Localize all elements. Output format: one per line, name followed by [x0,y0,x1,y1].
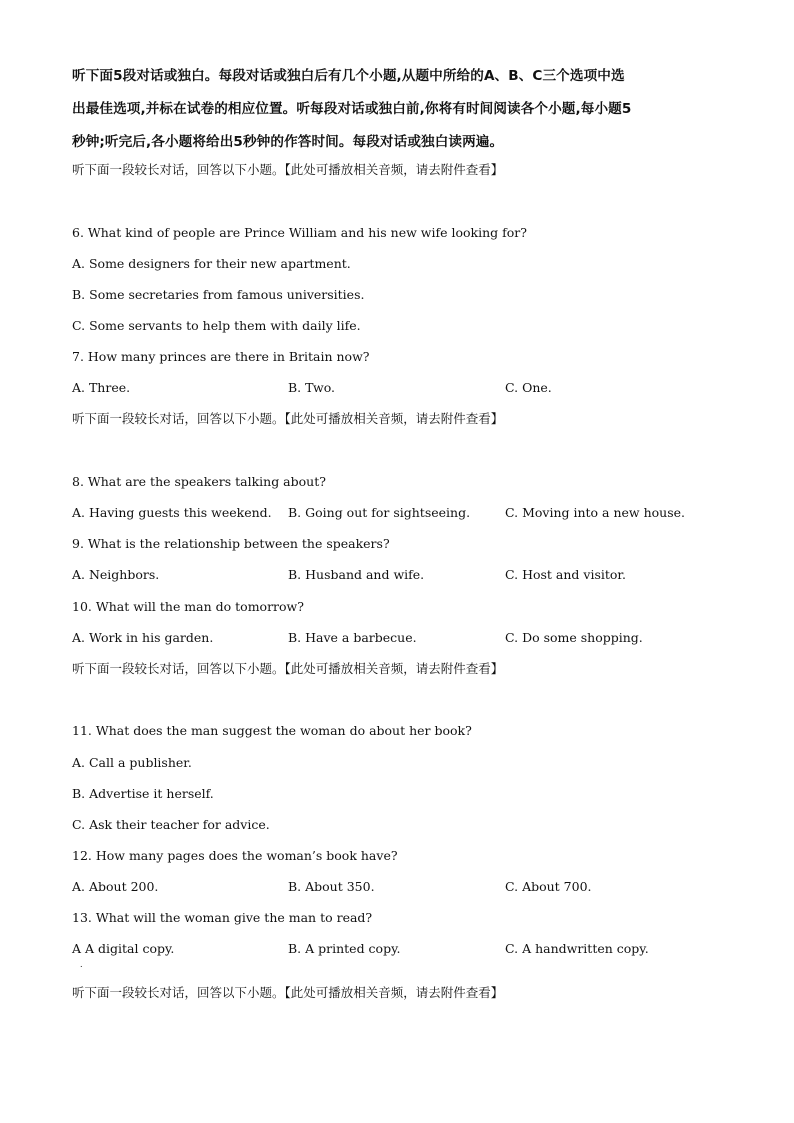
question-11: 11. What does the man suggest the woman do about her book? [72,723,472,738]
q6-option-c: C. Some servants to help them with daily life. [72,318,361,333]
question-6: 6. What kind of people are Prince William and his new wife looking for? [72,225,527,240]
question-9: 9. What is the relationship between the speakers? [72,536,390,551]
q10-option-b: B. Have a barbecue. [288,630,417,645]
q10-option-c: C. Do some shopping. [505,630,643,645]
q11-option-a: A. Call a publisher. [72,755,192,770]
q13-option-a: A A digital copy. [72,941,175,956]
q12-option-c: C. About 700. [505,879,592,894]
instructions-line-2: 出最佳选项,并标在试卷的相应位置。听每段对话或独白前,你将有时间阅读各个小题,每小题5 [72,101,632,117]
q9-option-b: B. Husband and wife. [288,567,425,582]
q8-option-b: B. Going out for sightseeing. [288,505,471,520]
q7-option-b: B. Two. [288,380,336,395]
q11-option-c: C. Ask their teacher for advice. [72,817,270,832]
question-7: 7. How many princes are there in Britain now? [72,349,370,364]
instructions-line-3: 秒钟;听完后,各小题将给出5秒钟的作答时间。每段对话或独白读两遍。 [72,134,504,150]
q7-option-c: C. One. [505,380,552,395]
audio-note-4: 听下面一段较长对话，回答以下小题。【此处可播放相关音频，请去附件查看】 [72,985,504,1000]
q13-option-b: B. A printed copy. [288,941,401,956]
q6-option-a: A. Some designers for their new apartment. [72,256,351,271]
audio-note-1: 听下面一段较长对话，回答以下小题。【此处可播放相关音频，请去附件查看】 [72,162,504,177]
section-instructions [72,60,724,159]
q9-option-a: A. Neighbors. [72,567,160,582]
q8-option-a: A. Having guests this weekend. [72,505,272,520]
q11-option-b: B. Advertise it herself. [72,786,214,801]
question-13: 13. What will the woman give the man to read? [72,910,373,925]
q13-option-c: C. A handwritten copy. [505,941,649,956]
q12-option-a: A. About 200. [72,879,159,894]
instructions-line-1: 听下面5段对话或独白。每段对话或独白后有几个小题,从题中所给的A、B、C三个选项中选 [72,68,625,84]
q6-option-b: B. Some secretaries from famous universities. [72,287,365,302]
q7-option-a: A. Three. [72,380,131,395]
stray-dot-mark: . [80,960,83,969]
question-12: 12. How many pages does the woman’s book have? [72,848,398,863]
question-8: 8. What are the speakers talking about? [72,474,326,489]
q9-option-c: C. Host and visitor. [505,567,626,582]
q10-option-a: A. Work in his garden. [72,630,214,645]
audio-note-2: 听下面一段较长对话，回答以下小题。【此处可播放相关音频，请去附件查看】 [72,411,504,426]
audio-note-3: 听下面一段较长对话，回答以下小题。【此处可播放相关音频，请去附件查看】 [72,661,504,676]
question-10: 10. What will the man do tomorrow? [72,599,304,614]
q8-option-c: C. Moving into a new house. [505,505,686,520]
q12-option-b: B. About 350. [288,879,375,894]
